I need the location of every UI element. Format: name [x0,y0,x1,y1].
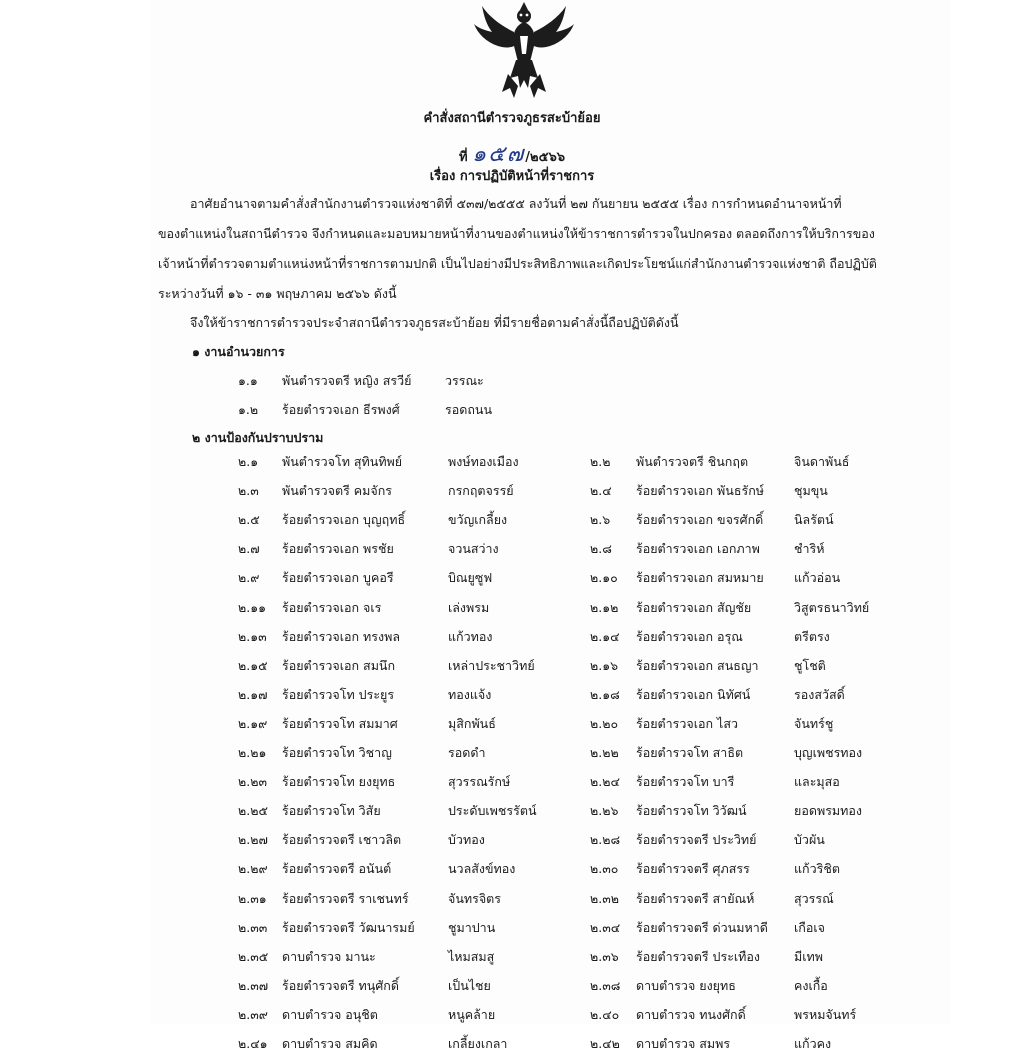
item-number: ๒.๘ [590,541,612,557]
item-surname: เกลี้ยงเกลา [448,1036,508,1051]
item-name: ร้อยตำรวจโท บารี [636,774,735,790]
item-name: ร้อยตำรวจตรี เชาวลิต [282,832,402,848]
item-surname: แก้วคง [794,1036,832,1051]
item-surname: นิลรัตน์ [794,512,834,528]
paragraph-line: เจ้าหน้าที่ตำรวจตามตำแหน่งหน้าที่ราชการตามปกติ เป็นไปอย่างมีประสิทธิภาพและเกิดประโยชน์แก่สำนักงานตำรวจแห่งชาติ ถือปฏิบัติ [158,256,877,271]
item-name: ร้อยตำรวจเอก พรชัย [282,541,394,557]
item-surname: ขวัญเกลี้ยง [448,512,508,528]
item-number: ๒.๑๙ [238,715,268,731]
item-surname: ชูโชติ [794,657,826,673]
instruction-line: จึงให้ข้าราชการตำรวจประจำสถานีตำรวจภูธรสะบ้าย้อย ที่มีรายชื่อตามคำสั่งนี้ถือปฏิบัติดังนี้ [190,315,679,330]
item-surname: และมุสอ [794,774,840,790]
item-name: ร้อยตำรวจตรี อนันต์ [282,861,392,877]
item-name: ดาบตำรวจ สมพร [636,1036,731,1051]
item-number: ๒.๔๒ [590,1036,620,1051]
item-name: ร้อยตำรวจโท วิสัย [282,803,381,819]
item-number: ๒.๙ [238,570,260,586]
number-suffix: /๒๕๖๖ [525,150,565,165]
item-number: ๑.๒ [238,402,259,417]
item-number: ๒.๑๑ [238,599,267,615]
item-surname: ชูมาปาน [448,919,496,935]
item-surname: วิสูตรธนาวิทย์ [794,599,870,615]
item-number: ๒.๒ [590,454,611,469]
item-surname: บิณยูซูฟ [448,570,493,586]
item-name: ดาบตำรวจ มานะ [282,948,376,964]
item-surname: ยอดพรมทอง [794,803,862,819]
item-surname: เล่งพรม [448,599,490,615]
item-number: ๒.๒๘ [590,832,621,848]
item-number: ๑.๑ [238,373,258,388]
item-number: ๒.๒๐ [590,715,619,731]
item-surname: จันทรจิตร [448,890,501,906]
item-name: ร้อยตำรวจเอก สมนึก [282,657,396,673]
item-name: ดาบตำรวจ ยงยุทธ [636,977,736,993]
item-number: ๒.๖ [590,512,611,528]
item-name: ร้อยตำรวจตรี ทนุศักดิ์ [282,977,399,993]
item-name: พันตำรวจตรี ชินกฤต [636,454,749,469]
item-number: ๒.๓๕ [238,948,269,964]
item-number: ๒.๑๗ [238,686,268,702]
handwritten-number: ๑๕๗ [472,142,526,167]
item-surname: มุสิกพันธ์ [448,715,496,731]
item-surname: นวลสังข์ทอง [448,861,516,877]
item-number: ๒.๑๘ [590,686,620,702]
item-name: ร้อยตำรวจเอก ขจรศักดิ์ [636,512,764,528]
item-number: ๒.๕ [238,512,260,528]
garuda-emblem-icon [474,2,574,100]
item-surname: วรรณะ [445,373,484,388]
item-number: ๒.๒๔ [590,774,620,790]
item-number: ๒.๑๓ [238,628,267,644]
item-surname: เป็นไชย [448,977,491,993]
item-number: ๒.๓๔ [590,919,621,935]
item-name: ร้อยตำรวจเอก พันธรักษ์ [636,483,764,499]
item-name: ร้อยตำรวจเอก นิทัศน์ [636,686,751,702]
item-name: ร้อยตำรวจเอก ธีรพงศ์ [282,402,400,417]
item-surname: สุวรรณ์ [794,890,834,906]
item-name: พันตำรวจตรี หญิง สรวีย์ [282,373,412,388]
item-surname: หนูคล้าย [448,1006,496,1022]
item-surname: แก้วทอง [448,628,493,644]
item-number: ๒.๒๕ [238,803,268,819]
item-surname: ชำริห์ [794,541,825,557]
item-surname: สุวรรณรักษ์ [448,774,511,790]
item-surname: รอดถนน [445,402,492,417]
item-surname: แก้วริชิต [794,861,840,877]
item-number: ๒.๑๐ [590,570,618,586]
item-name: พันตำรวจตรี คมจักร [282,483,392,499]
item-surname: บัวผัน [794,832,825,848]
item-name: ร้อยตำรวจเอก บุญฤทธิ์ [282,512,406,528]
item-number: ๒.๓ [238,483,259,499]
item-name: ร้อยตำรวจเอก บูคอรี [282,570,394,586]
item-name: ร้อยตำรวจเอก จเร [282,599,382,615]
item-surname: เกือเจ [794,919,825,935]
item-number: ๒.๓๐ [590,861,619,877]
document-title: คำสั่งสถานีตำรวจภูธรสะบ้าย้อย [423,111,601,126]
item-number: ๒.๓๙ [238,1006,268,1022]
item-surname: ตรีตรง [794,628,830,644]
item-number: ๒.๓๖ [590,948,619,964]
item-name: ร้อยตำรวจเอก ไสว [636,715,738,731]
item-name: ร้อยตำรวจโท สมมาศ [282,715,398,731]
number-prefix: ที่ [459,150,468,165]
item-name: ร้อยตำรวจโท ยงยุทธ [282,774,396,790]
item-number: ๒.๓๒ [590,890,619,906]
item-name: ร้อยตำรวจเอก ทรงพล [282,628,401,644]
item-surname: พรหมจันทร์ [794,1006,857,1022]
item-name: ร้อยตำรวจเอก อรุณ [636,628,743,644]
item-name: ร้อยตำรวจโท สาธิต [636,745,744,760]
item-surname: จินดาพันธ์ [794,454,850,469]
item-number: ๒.๑๒ [590,599,619,615]
item-surname: จวนสว่าง [448,541,499,557]
item-surname: ไหมสมสู [448,948,495,964]
item-name: พันตำรวจโท สุทินทิพย์ [282,454,403,469]
item-name: ร้อยตำรวจตรี ราเชนทร์ [282,890,409,906]
item-name: ร้อยตำรวจเอก สัญชัย [636,599,752,615]
item-name: ร้อยตำรวจเอก เอกภาพ [636,541,760,557]
item-name: ร้อยตำรวจตรี ประเทือง [636,948,761,964]
item-name: ดาบตำรวจ อนุชิต [282,1006,378,1022]
item-number: ๒.๒๙ [238,861,268,877]
item-name: ร้อยตำรวจโท ประยูร [282,686,395,702]
document-subject: เรื่อง การปฏิบัติหน้าที่ราชการ [429,169,595,184]
paragraph-line: อาศัยอำนาจตามคำสั่งสำนักงานตำรวจแห่งชาติที่ ๕๓๗/๒๕๕๕ ลงวันที่ ๒๗ กันยายน ๒๕๕๕ เรื่อง การกำหนดอำนาจหน้าที่ [190,196,842,211]
item-number: ๒.๓๑ [238,890,267,906]
item-name: ร้อยตำรวจโท วิชาญ [282,745,392,760]
item-name: ร้อยตำรวจตรี วัฒนารมย์ [282,919,415,935]
item-surname: ทองแจ้ง [448,686,492,702]
item-surname: รองสวัสดิ์ [794,686,845,702]
item-number: ๒.๔๑ [238,1036,268,1051]
item-number: ๒.๑ [238,454,259,469]
item-number: ๒.๑๔ [590,628,620,644]
item-name: ดาบตำรวจ ทนงศักดิ์ [636,1006,746,1022]
item-surname: จันทร์ชู [794,715,834,731]
item-number: ๒.๓๘ [590,977,621,993]
item-surname: แก้วอ่อน [794,570,841,586]
item-name: ร้อยตำรวจตรี ประวิทย์ [636,832,757,848]
item-number: ๒.๑๖ [590,657,619,673]
item-surname: บัวทอง [448,832,485,848]
item-number: ๒.๓๗ [238,977,269,993]
item-number: ๒.๔ [590,483,612,499]
item-name: ดาบตำรวจ สมคิด [282,1036,378,1051]
item-surname: คงเกื้อ [794,977,828,993]
paragraph-line: ระหว่างวันที่ ๑๖ - ๓๑ พฤษภาคม ๒๕๖๖ ดังนี้ [158,286,397,301]
section-heading: ๒ งานป้องกันปราบปราม [192,430,324,445]
section-heading: ๑ งานอำนวยการ [192,344,285,359]
item-number: ๒.๑๕ [238,657,268,673]
item-surname: บุญเพชรทอง [794,745,863,760]
item-surname: มีเทพ [794,948,823,964]
item-surname: กรกฤตจรรย์ [448,483,514,499]
item-number: ๒.๒๗ [238,832,268,848]
item-name: ร้อยตำรวจตรี ศุภสรร [636,861,750,877]
item-surname: ประดับเพชรรัตน์ [448,803,537,819]
paragraph-line: ของตำแหน่งในสถานีตำรวจ จึงกำหนดและมอบหมายหน้าที่งานของตำแหน่งให้ข้าราชการตำรวจในปกครอง ตลอดถึงการให้บริการของ [158,226,875,241]
item-name: ร้อยตำรวจโท วิวัฒน์ [636,803,747,819]
item-name: ร้อยตำรวจตรี สายัณห์ [636,890,755,906]
item-number: ๒.๒๓ [238,774,267,790]
item-number: ๒.๗ [238,541,260,557]
item-surname: พงษ์ทองเมือง [448,454,519,469]
item-surname: เหล่าประชาวิทย์ [448,657,535,673]
item-name: ร้อยตำรวจเอก สมหมาย [636,570,764,586]
item-number: ๒.๒๑ [238,745,267,760]
item-surname: รอดดำ [448,745,486,760]
item-name: ร้อยตำรวจตรี ด่วนมหาดี [636,919,768,935]
item-number: ๒.๒๖ [590,803,619,819]
item-name: ร้อยตำรวจเอก สนธญา [636,657,759,673]
item-number: ๒.๒๒ [590,745,619,760]
item-number: ๒.๓๓ [238,919,268,935]
item-number: ๒.๔๐ [590,1006,620,1022]
item-surname: ชุมขุน [794,483,828,499]
